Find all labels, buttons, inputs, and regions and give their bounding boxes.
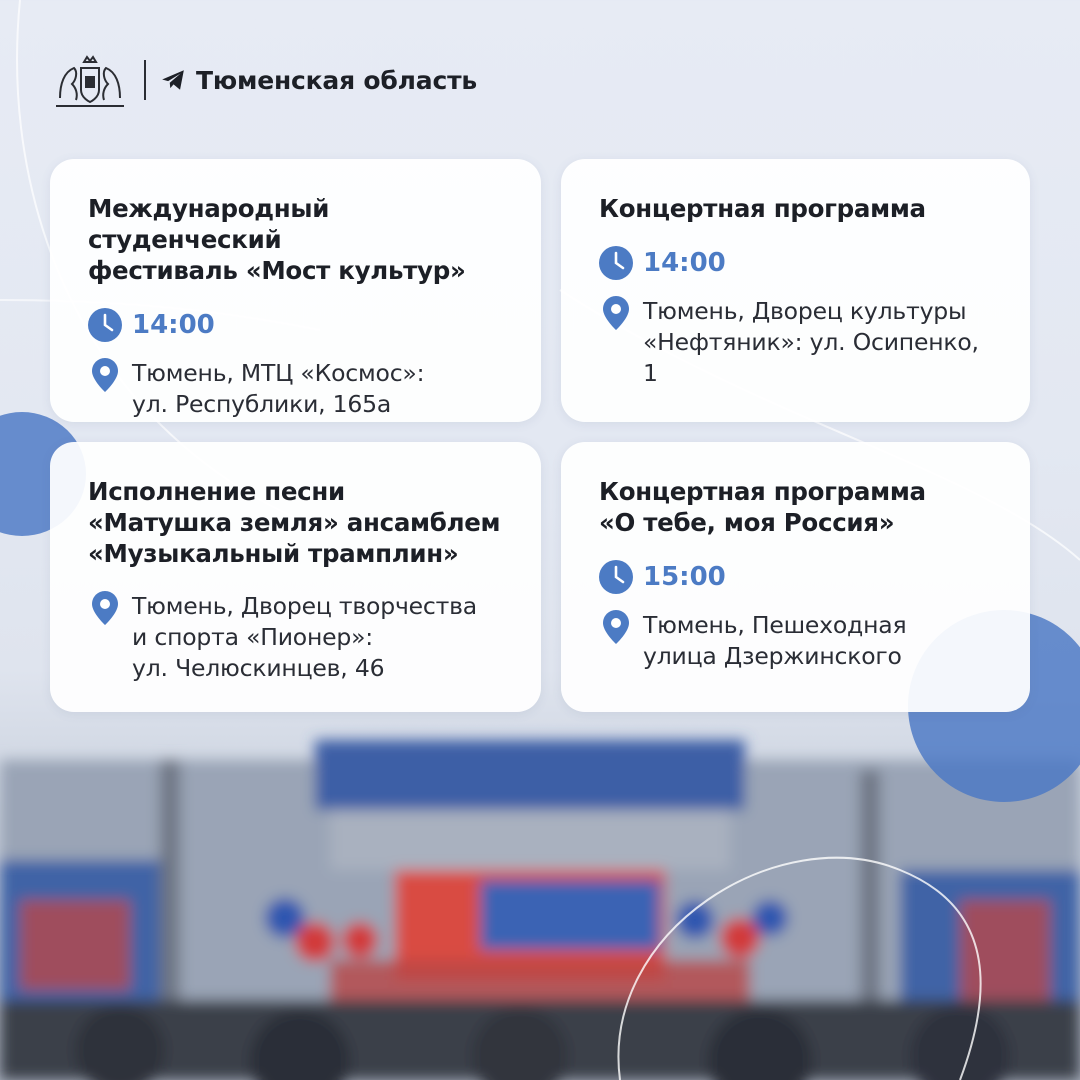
event-address: Тюмень, Пешеходная улица Дзержинского [599, 610, 992, 672]
event-card [561, 159, 1030, 422]
event-card [50, 442, 541, 712]
event-title: Исполнение песни «Матушка земля» ансамблем «Музыкальный трамплин» [88, 477, 501, 568]
event-card [50, 159, 541, 422]
location-pin-icon [88, 591, 122, 625]
telegram-icon [160, 67, 186, 93]
location-pin-icon [599, 296, 633, 330]
event-time: 14:00 [88, 308, 503, 342]
location-pin-icon [88, 358, 122, 392]
event-address: Тюмень, Дворец культуры «Нефтяник»: ул. Осипенко, 1 [599, 296, 992, 389]
event-time: 15:00 [599, 560, 992, 594]
location-pin-icon [599, 610, 633, 644]
event-title: Международный студенческий фестиваль «Мост культур» [88, 194, 466, 285]
event-card [561, 442, 1030, 712]
clock-icon [88, 308, 122, 342]
event-address: Тюмень, Дворец творчества и спорта «Пионер»: ул. Челюскинцев, 46 [88, 591, 503, 684]
event-time: 14:00 [599, 246, 992, 280]
event-title: Концертная программа «О тебе, моя Россия» [599, 477, 926, 537]
event-title: Концертная программа [599, 194, 926, 223]
clock-icon [599, 560, 633, 594]
brand-name: Тюменская область [196, 65, 477, 95]
event-address: Тюмень, МТЦ «Космос»: ул. Республики, 165а [88, 358, 503, 420]
header [50, 48, 477, 112]
coat-of-arms-icon [50, 48, 130, 112]
clock-icon [599, 246, 633, 280]
header-divider [144, 60, 146, 100]
